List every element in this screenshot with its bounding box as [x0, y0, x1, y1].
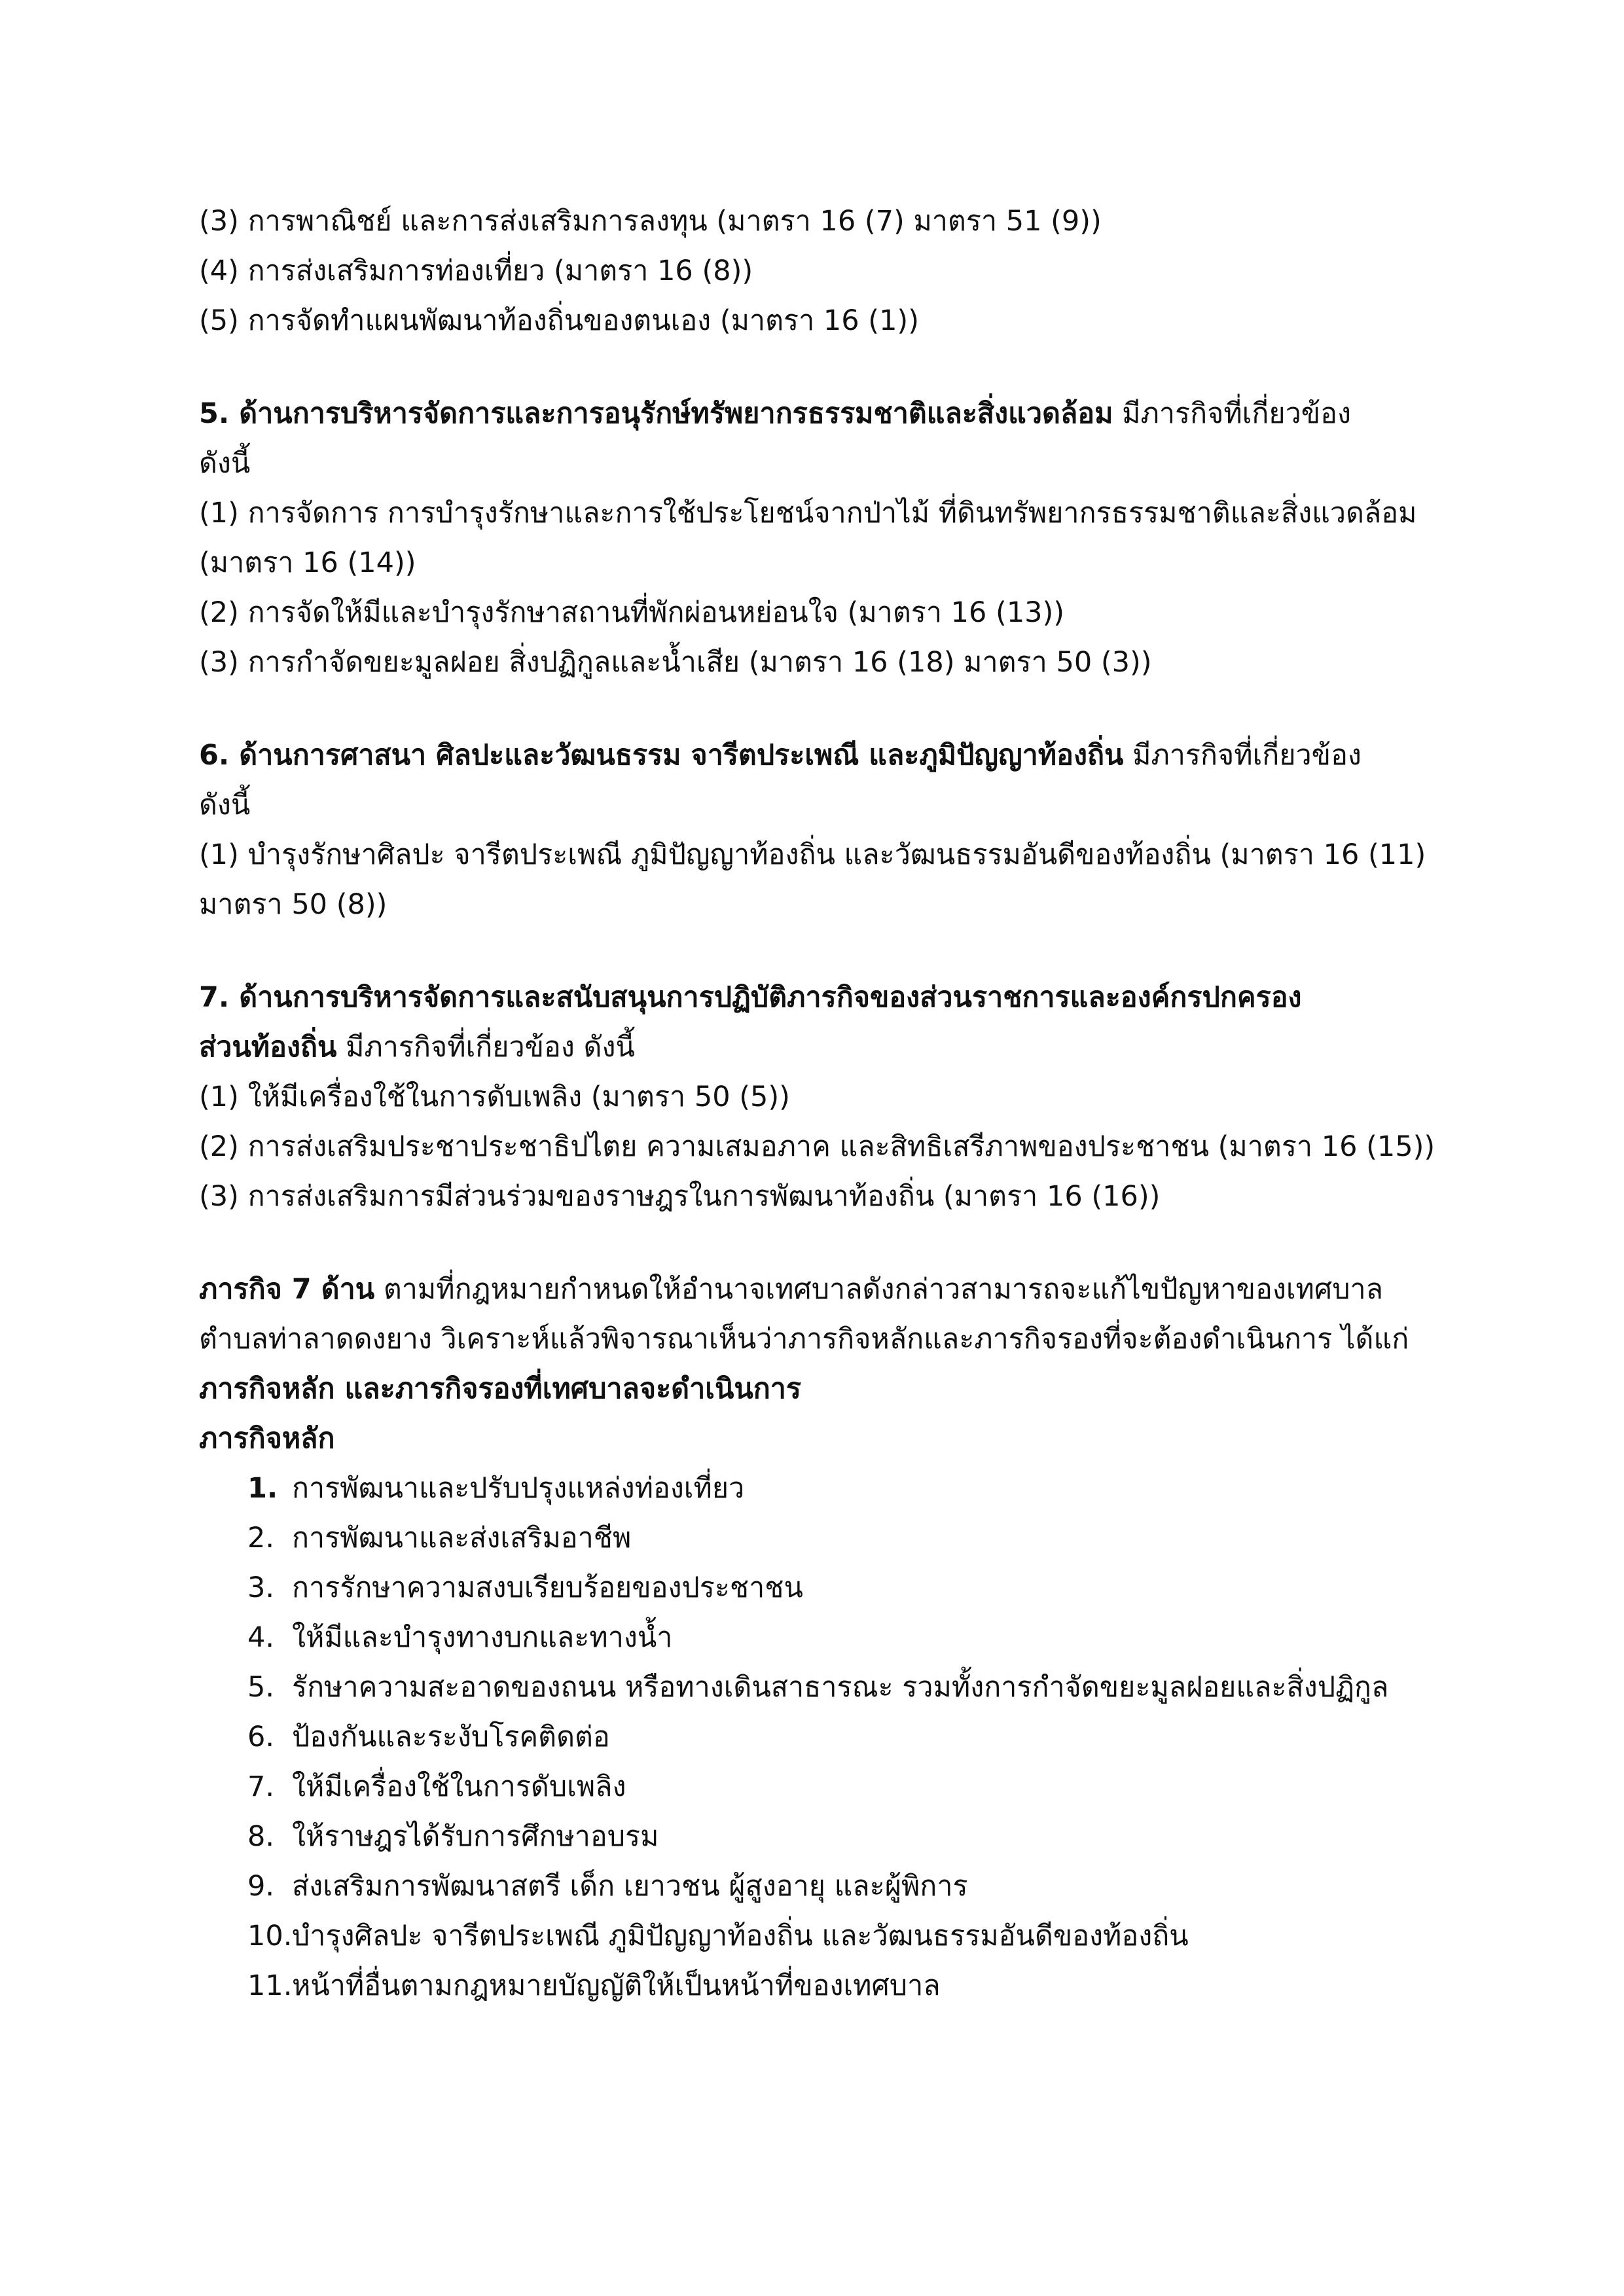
section-heading — [199, 1022, 1462, 1072]
list-item — [199, 1463, 1462, 1513]
section-heading-continuation: ดังนี้ — [199, 447, 251, 480]
section-heading-bold: 7. ด้านการบริหารจัดการและสนับสนุนการปฏิบัติภารกิจของส่วนราชการและองค์กรปกครอง — [199, 981, 1302, 1014]
list-number: 4. — [247, 1621, 275, 1654]
list-item — [199, 1513, 1462, 1563]
section-heading — [199, 730, 1462, 780]
main-missions-heading — [199, 1414, 1462, 1463]
summary-line: ตำบลท่าลาดดงยาง วิเคราะห์แล้วพิจารณาเห็นว่าภารกิจหลักและภารกิจรองที่จะต้องดำเนินการ ได้แก่ — [199, 1323, 1409, 1355]
list-number: 6. — [247, 1721, 275, 1753]
paragraph-line: (4) การส่งเสริมการท่องเที่ยว (มาตรา 16 (8)) — [199, 255, 753, 287]
list-item — [199, 1613, 1462, 1662]
list-number: 3. — [247, 1571, 275, 1604]
list-number: 7. — [247, 1770, 275, 1803]
paragraph-line: (1) บำรุงรักษาศิลปะ จารีตประเพณี ภูมิปัญญาท้องถิ่น และวัฒนธรรมอันดีของท้องถิ่น (มาตรา 16 (11) — [199, 838, 1426, 871]
list-item — [199, 1662, 1462, 1712]
paragraph-line: (1) การจัดการ การบำรุงรักษาและการใช้ประโยชน์จากป่าไม้ ที่ดินทรัพยากรธรรมชาติและสิ่งแวดล้อม — [199, 497, 1417, 529]
paragraph-line: (มาตรา 16 (14)) — [199, 547, 416, 579]
paragraph-line: (2) การส่งเสริมประชาประชาธิปไตย ความเสมอภาค และสิทธิเสรีภาพของประชาชน (มาตรา 16 (15)) — [199, 1130, 1435, 1163]
summary-lead: ภารกิจ 7 ด้าน — [199, 1273, 375, 1306]
paragraph-line: (3) การส่งเสริมการมีส่วนร่วมของราษฎรในการพัฒนาท้องถิ่น (มาตรา 16 (16)) — [199, 1180, 1161, 1213]
list-text: หน้าที่อื่นตามกฎหมายบัญญัติให้เป็นหน้าที่ของเทศบาล — [292, 1969, 941, 2002]
list-text: ส่งเสริมการพัฒนาสตรี เด็ก เยาวชน ผู้สูงอายุ และผู้พิการ — [292, 1870, 968, 1903]
section-heading-tail: มีภารกิจที่เกี่ยวข้อง ดังนี้ — [346, 1031, 635, 1064]
paragraph-line: (3) การพาณิชย์ และการส่งเสริมการลงทุน (มาตรา 16 (7) มาตรา 51 (9)) — [199, 205, 1102, 238]
summary-heading-bold: ภารกิจหลัก และภารกิจรองที่เทศบาลจะดำเนินการ — [199, 1372, 802, 1405]
list-number: 9. — [247, 1870, 275, 1903]
list-text: การพัฒนาและปรับปรุงแหล่งท่องเที่ยว — [292, 1472, 745, 1505]
paragraph-line: (1) ให้มีเครื่องใช้ในการดับเพลิง (มาตรา 50 (5)) — [199, 1081, 790, 1113]
list-number: 5. — [247, 1671, 275, 1704]
list-number: 10. — [247, 1920, 293, 1952]
list-item — [199, 1712, 1462, 1762]
list-number: 11. — [247, 1969, 293, 2002]
summary-line — [199, 1265, 1462, 1314]
list-item — [199, 1812, 1462, 1861]
list-text: รักษาความสะอาดของถนน หรือทางเดินสาธารณะ รวมทั้งการกำจัดขยะมูลฝอยและสิ่งปฏิกูล — [292, 1671, 1389, 1704]
list-text: ให้ราษฎรได้รับการศึกษาอบรม — [292, 1820, 659, 1853]
section-heading-tail: มีภารกิจที่เกี่ยวข้อง — [1122, 397, 1351, 430]
paragraph-line: (5) การจัดทำแผนพัฒนาท้องถิ่นของตนเอง (มาตรา 16 (1)) — [199, 304, 919, 337]
paragraph-line: มาตรา 50 (8)) — [199, 888, 388, 921]
summary-heading — [199, 1364, 1462, 1414]
section-heading-bold: 5. ด้านการบริหารจัดการและการอนุรักษ์ทรัพยากรธรรมชาติและสิ่งแวดล้อม — [199, 397, 1113, 430]
list-text: ให้มีเครื่องใช้ในการดับเพลิง — [292, 1770, 626, 1803]
section-heading — [199, 389, 1462, 439]
list-item — [199, 1762, 1462, 1812]
list-text: ป้องกันและระงับโรคติดต่อ — [292, 1721, 610, 1753]
main-missions-list — [199, 1463, 1462, 2011]
list-number: 1. — [247, 1472, 278, 1505]
list-text: การพัฒนาและส่งเสริมอาชีพ — [292, 1522, 632, 1554]
section-heading-bold: 6. ด้านการศาสนา ศิลปะและวัฒนธรรม จารีตประเพณี และภูมิปัญญาท้องถิ่น — [199, 739, 1124, 772]
document-page — [199, 196, 1462, 2011]
list-number: 8. — [247, 1820, 275, 1853]
list-item — [199, 1961, 1462, 2011]
paragraph-line: (2) การจัดให้มีและบำรุงรักษาสถานที่พักผ่อนหย่อนใจ (มาตรา 16 (13)) — [199, 596, 1065, 629]
main-missions-heading-bold: ภารกิจหลัก — [199, 1422, 335, 1455]
list-text: บำรุงศิลปะ จารีตประเพณี ภูมิปัญญาท้องถิ่น และวัฒนธรรมอันดีของท้องถิ่น — [292, 1920, 1189, 1952]
list-item — [199, 1861, 1462, 1911]
section-heading-bold: ส่วนท้องถิ่น — [199, 1031, 337, 1064]
list-text: ให้มีและบำรุงทางบกและทางน้ำ — [292, 1621, 673, 1654]
list-item — [199, 1911, 1462, 1961]
list-text: การรักษาความสงบเรียบร้อยของประชาชน — [292, 1571, 803, 1604]
list-item — [199, 1563, 1462, 1613]
paragraph-line: (3) การกำจัดขยะมูลฝอย สิ่งปฏิกูลและน้ำเสีย (มาตรา 16 (18) มาตรา 50 (3)) — [199, 646, 1152, 679]
summary-text: ตามที่กฎหมายกำหนดให้อำนาจเทศบาลดังกล่าวสามารถจะแก้ไขปัญหาของเทศบาล — [383, 1273, 1383, 1306]
list-number: 2. — [247, 1522, 275, 1554]
section-heading-tail: มีภารกิจที่เกี่ยวข้อง — [1132, 739, 1362, 772]
section-heading-continuation: ดังนี้ — [199, 789, 251, 821]
section-heading — [199, 973, 1462, 1022]
